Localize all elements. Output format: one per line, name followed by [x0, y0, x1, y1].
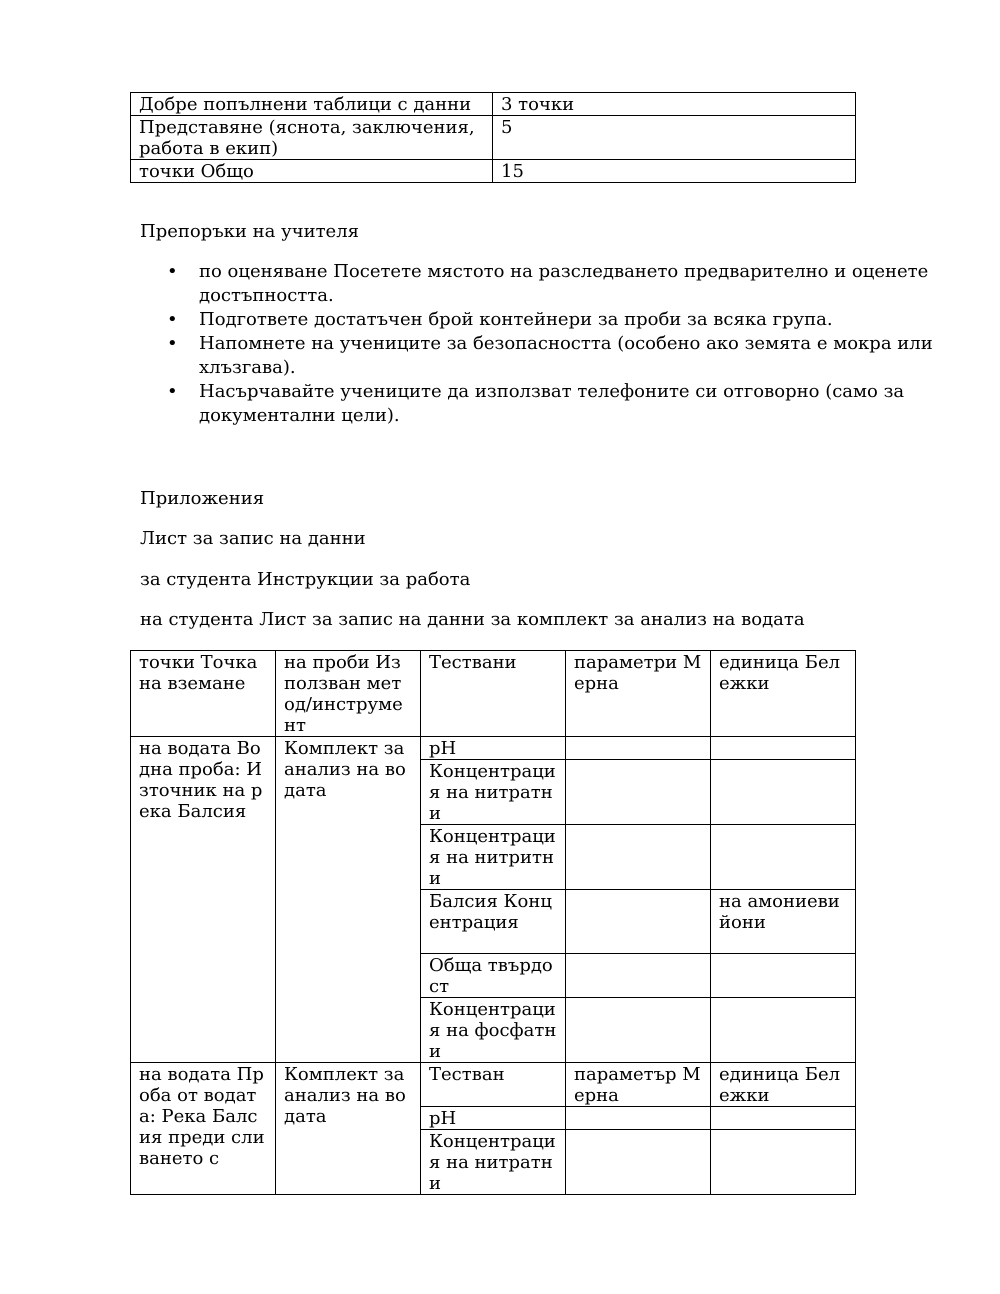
table-cell: Концентрация на нитритни: [421, 825, 566, 890]
teacher-tips-list: [140, 260, 940, 428]
list-item: • Насърчавайте учениците да използват телефоните си отговорно (само за документални цели).: [167, 381, 905, 426]
appendices-heading: Приложения: [140, 488, 265, 509]
column-header: на проби Използван метод/инструмент: [276, 651, 421, 737]
table-cell: [566, 1107, 711, 1130]
table-cell: [566, 954, 711, 998]
column-header: единица Бележки: [711, 651, 856, 737]
list-item: • Напомнете на учениците за безопасността (особено ако земята е мокра или хлъзгава).: [167, 333, 933, 378]
table-cell: Концентрация на нитратни: [421, 760, 566, 825]
table-row: [131, 116, 856, 160]
method-cell: Комплект за анализ на водата: [276, 1063, 421, 1195]
bullet-icon: •: [167, 309, 178, 330]
table-cell: 5: [493, 116, 856, 160]
method-cell: Комплект за анализ на водата: [276, 737, 421, 1063]
bullet-icon: •: [167, 261, 178, 282]
table-cell: [711, 1130, 856, 1195]
table-cell: Добре попълнени таблици с данни: [131, 93, 493, 116]
table-row: [131, 93, 856, 116]
sample-point-cell: на водата Проба от водата: Река Балсия преди сливането с: [131, 1063, 276, 1195]
table-cell: Обща твърдост: [421, 954, 566, 998]
table-cell: Балсия Концентрация: [421, 890, 566, 954]
table-cell: Представяне (яснота, заключения, работа в екип): [131, 116, 493, 160]
bullet-icon: •: [167, 333, 178, 354]
table-cell: 15: [493, 160, 856, 183]
table-header-row: [131, 651, 856, 737]
table-cell: точки Общо: [131, 160, 493, 183]
table-row: [131, 1063, 856, 1107]
table-cell: [566, 760, 711, 825]
sample-point-cell: на водата Водна проба: Източник на река Балсия: [131, 737, 276, 1063]
table-cell: [566, 737, 711, 760]
table-cell: [566, 825, 711, 890]
column-header: Тествани: [421, 651, 566, 737]
table-row: [131, 737, 856, 760]
list-item: • по оценяване Посетете мястото на разследването предварително и оценете достъпността.: [167, 261, 929, 306]
table-cell: параметър Мерна: [566, 1063, 711, 1107]
table-cell: [711, 760, 856, 825]
table-cell: [711, 954, 856, 998]
table-cell: на амониеви йони: [711, 890, 856, 954]
table-cell: [711, 998, 856, 1063]
teacher-tips-heading: Препоръки на учителя: [140, 221, 359, 242]
table-cell: [566, 890, 711, 954]
table-cell: [566, 1130, 711, 1195]
table-cell: [711, 825, 856, 890]
table-cell: pH: [421, 1107, 566, 1130]
appendix-line-3: на студента Лист за запис на данни за комплект за анализ на водата: [140, 609, 805, 630]
appendix-line-1: Лист за запис на данни: [140, 528, 366, 549]
appendix-line-2: за студента Инструкции за работа: [140, 569, 471, 590]
table-cell: [566, 998, 711, 1063]
table-cell: [711, 1107, 856, 1130]
column-header: точки Точка на вземане: [131, 651, 276, 737]
table-cell: 3 точки: [493, 93, 856, 116]
list-item: • Подгответе достатъчен брой контейнери за проби за всяка група.: [167, 309, 833, 330]
table-cell: [711, 737, 856, 760]
table-row: [131, 160, 856, 183]
table-cell: Концентрация на нитратни: [421, 1130, 566, 1195]
score-table: [130, 92, 856, 183]
data-table: [130, 650, 856, 1195]
table-cell: Концентрация на фосфатни: [421, 998, 566, 1063]
column-header: параметри Мерна: [566, 651, 711, 737]
bullet-icon: •: [167, 381, 178, 402]
table-cell: Тестван: [421, 1063, 566, 1107]
table-cell: pH: [421, 737, 566, 760]
table-cell: единица Бележки: [711, 1063, 856, 1107]
